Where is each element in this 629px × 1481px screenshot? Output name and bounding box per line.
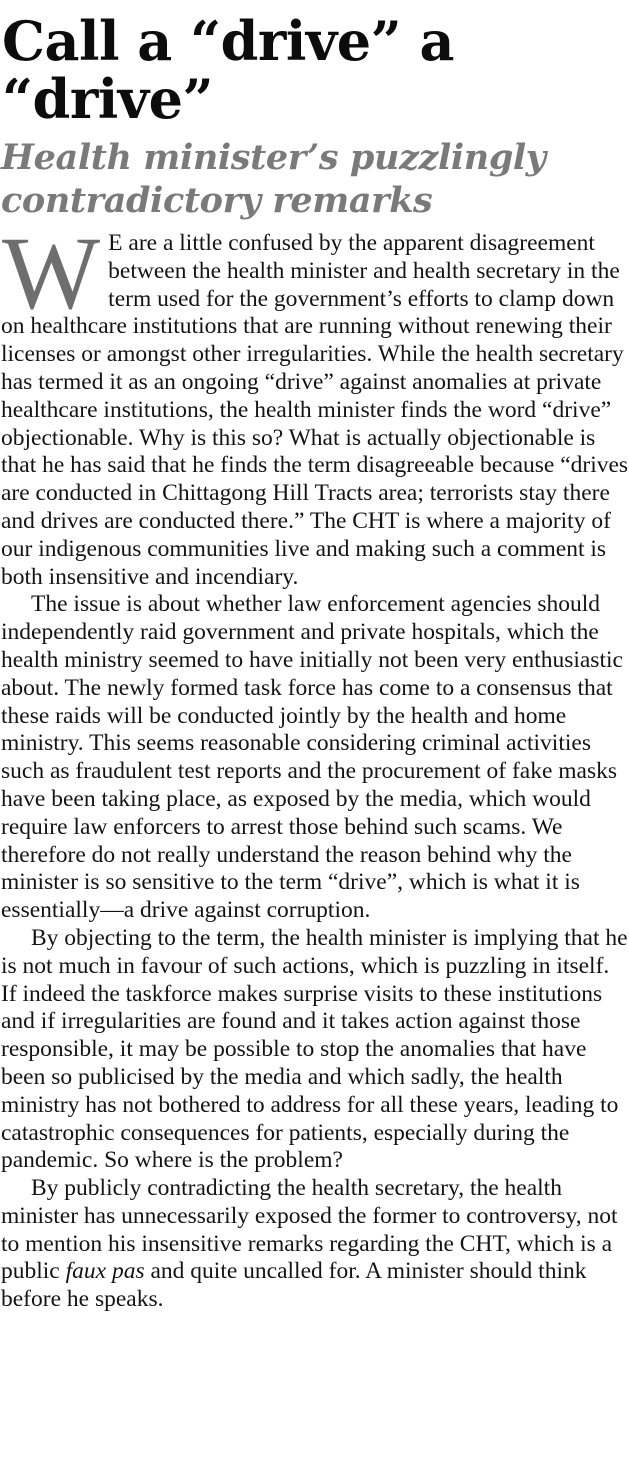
drop-cap: W (2, 216, 101, 331)
subheadline: Health minister’s puzzlingly contradictory remarks (1, 137, 546, 221)
paragraph-4-text-before: By publicly contradicting the health secretary, the health minister has unnecessarily exposed the former to controversy, not to mention his insensitive remarks regarding the CHT, which is a public (1, 1175, 618, 1285)
paragraph-4 (1, 1175, 629, 1314)
paragraph-1-lead: E (108, 230, 123, 256)
paragraph-1-text: are a little confused by the apparent disagreement between the health minister and health secretary in the term used for the government’s efforts to clamp down on healthcare institutions that are running without renewing their licenses or amongst other irregularities. While the health secretary has termed it as an ongoing “drive” against anomalies at private healthcare institutions, the health minister finds the word “drive” objectionable. Why is this so? What is actually objectionable is that he has said that he finds the term disagreeable because “drives are conducted in Chittagong Hill Tracts area; terrorists stay there and drives are conducted there.” The CHT is where a majority of our indigenous communities live and making such a comment is both insensitive and incendiary. (1, 230, 629, 590)
article-body (1, 216, 629, 1314)
headline: Call a “drive” a “drive” (2, 9, 454, 131)
paragraph-4-italic: faux pas (65, 1258, 145, 1285)
paragraph-3: By objecting to the term, the health minister is implying that he is not much in favour of such actions, which is puzzling in itself. If indeed the taskforce makes surprise visits to these institutions and if irregularities are found and it takes action against those responsible, it may be possible to stop the anomalies that have been so publicised by the media and which sadly, the health ministry has not bothered to address for all these years, leading to catastrophic consequences for patients, especially during the pandemic. So where is the problem? (1, 924, 628, 1174)
paragraph-4-text-after: and quite uncalled for. A minister should think before he speaks. (1, 1258, 587, 1313)
paragraph-2: The issue is about whether law enforcement agencies should independently raid government and private hospitals, which the health ministry seemed to have initially not been very enthusiastic about. The newly formed task force has come to a consensus that these raids will be conducted jointly by the health and home ministry. This seems reasonable considering criminal activities such as fraudulent test reports and the procurement of fake masks have been taking place, as exposed by the media, which would require law enforcers to arrest those behind such scams. We therefore do not really understand the reason behind why the minister is so sensitive to the term “drive”, which is what it is essentially—a drive against corruption. (1, 591, 623, 924)
paragraph-1 (1, 216, 629, 591)
